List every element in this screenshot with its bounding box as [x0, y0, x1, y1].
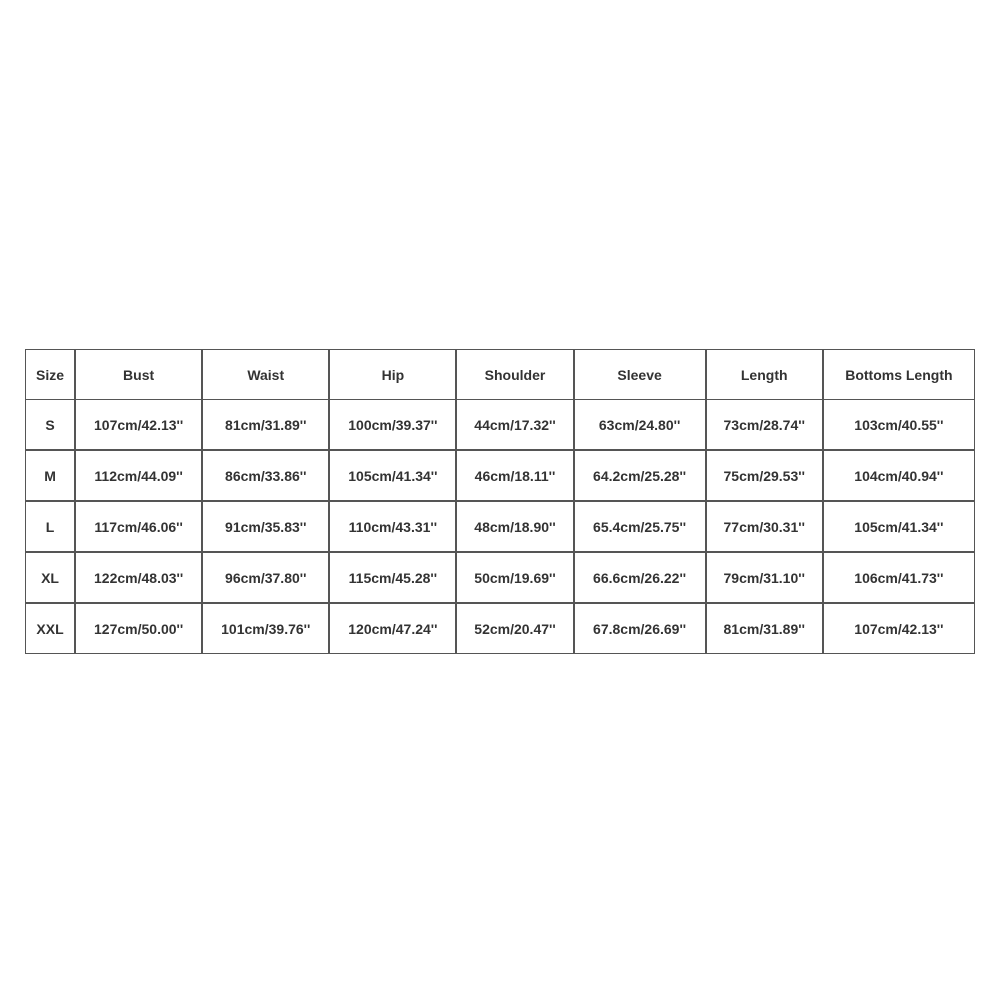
table-row	[26, 450, 975, 501]
table-row	[26, 501, 975, 552]
length-cell: 79cm/31.10''	[706, 552, 823, 603]
size-cell: XL	[26, 552, 75, 603]
header-waist: Waist	[202, 350, 329, 400]
sleeve-cell: 66.6cm/26.22''	[574, 552, 706, 603]
sleeve-cell: 64.2cm/25.28''	[574, 450, 706, 501]
shoulder-cell: 46cm/18.11''	[456, 450, 573, 501]
table-row	[26, 603, 975, 654]
bottoms-length-cell: 105cm/41.34''	[823, 501, 975, 552]
waist-cell: 101cm/39.76''	[202, 603, 329, 654]
header-bottoms-length: Bottoms Length	[823, 350, 975, 400]
shoulder-cell: 50cm/19.69''	[456, 552, 573, 603]
hip-cell: 120cm/47.24''	[329, 603, 456, 654]
size-cell: M	[26, 450, 75, 501]
hip-cell: 100cm/39.37''	[329, 400, 456, 450]
sleeve-cell: 63cm/24.80''	[574, 400, 706, 450]
shoulder-cell: 52cm/20.47''	[456, 603, 573, 654]
header-length: Length	[706, 350, 823, 400]
table-row	[26, 400, 975, 450]
length-cell: 77cm/30.31''	[706, 501, 823, 552]
bottoms-length-cell: 106cm/41.73''	[823, 552, 975, 603]
shoulder-cell: 44cm/17.32''	[456, 400, 573, 450]
hip-cell: 105cm/41.34''	[329, 450, 456, 501]
length-cell: 81cm/31.89''	[706, 603, 823, 654]
bust-cell: 122cm/48.03''	[75, 552, 202, 603]
waist-cell: 81cm/31.89''	[202, 400, 329, 450]
header-hip: Hip	[329, 350, 456, 400]
header-bust: Bust	[75, 350, 202, 400]
sleeve-cell: 67.8cm/26.69''	[574, 603, 706, 654]
shoulder-cell: 48cm/18.90''	[456, 501, 573, 552]
size-chart-table	[25, 349, 975, 654]
bust-cell: 127cm/50.00''	[75, 603, 202, 654]
header-sleeve: Sleeve	[574, 350, 706, 400]
bottoms-length-cell: 107cm/42.13''	[823, 603, 975, 654]
header-shoulder: Shoulder	[456, 350, 573, 400]
bust-cell: 117cm/46.06''	[75, 501, 202, 552]
header-size: Size	[26, 350, 75, 400]
size-cell: L	[26, 501, 75, 552]
length-cell: 75cm/29.53''	[706, 450, 823, 501]
header-row	[26, 350, 975, 400]
length-cell: 73cm/28.74''	[706, 400, 823, 450]
sleeve-cell: 65.4cm/25.75''	[574, 501, 706, 552]
bottoms-length-cell: 104cm/40.94''	[823, 450, 975, 501]
size-cell: XXL	[26, 603, 75, 654]
waist-cell: 96cm/37.80''	[202, 552, 329, 603]
waist-cell: 86cm/33.86''	[202, 450, 329, 501]
waist-cell: 91cm/35.83''	[202, 501, 329, 552]
table-row	[26, 552, 975, 603]
bottoms-length-cell: 103cm/40.55''	[823, 400, 975, 450]
size-cell: S	[26, 400, 75, 450]
bust-cell: 112cm/44.09''	[75, 450, 202, 501]
bust-cell: 107cm/42.13''	[75, 400, 202, 450]
hip-cell: 110cm/43.31''	[329, 501, 456, 552]
hip-cell: 115cm/45.28''	[329, 552, 456, 603]
